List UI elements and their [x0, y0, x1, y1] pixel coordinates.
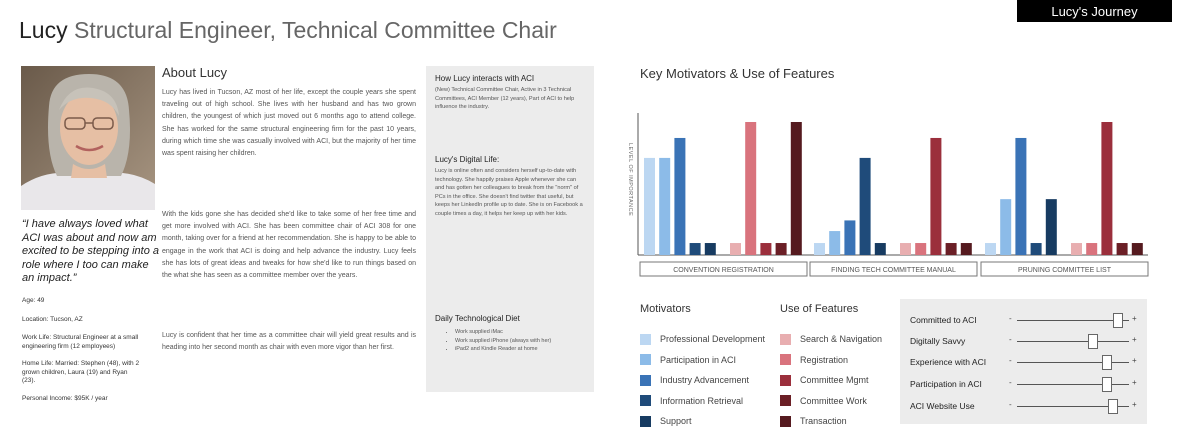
category-label: PRUNING COMMITTEE LIST [1018, 267, 1111, 274]
chart-bar [745, 122, 756, 255]
legend-item [780, 411, 882, 432]
fact-label: Personal Income: [22, 394, 73, 402]
legend-label: Committee Work [800, 395, 867, 406]
fact-value: Married: Stephen (48), with 2 grown children, Laura (19) and Ryan (23). [22, 360, 140, 384]
legend-swatch [640, 354, 651, 365]
chart-bar [1015, 138, 1026, 255]
diet-item: • Work supplied iMac [455, 329, 585, 337]
fact-home-life [22, 360, 142, 386]
fact-label: Work Life: [22, 334, 52, 341]
chart-bar [644, 158, 655, 255]
legend-swatch [640, 416, 651, 427]
chart-bar [1086, 243, 1097, 255]
journey-button[interactable]: Lucy's Journey [1017, 0, 1172, 22]
fact-label: Age: [22, 297, 36, 304]
legend-label: Transaction [800, 416, 847, 427]
slider-row [910, 399, 1142, 413]
diet-item: • Work supplied iPhone (always with her) [455, 338, 585, 346]
digital-heading: Lucy's Digital Life: [435, 155, 500, 164]
diet-item: • iPad2 and Kindle Reader at home [455, 346, 585, 354]
aci-info-panel [426, 66, 594, 392]
tech-diet-section [435, 314, 585, 355]
slider-label: Committed to ACI [910, 315, 977, 325]
fact-label: Location: [22, 315, 49, 323]
slider-label: Digitally Savvy [910, 336, 966, 346]
chart-bar [875, 243, 886, 255]
slider-track[interactable] [1017, 362, 1129, 363]
digital-text: Lucy is online often and considers herself up-to-date with technology. She happily praises Apple whenever she can and has gotten her colleagues to break from the "norm" of PCs in the office. She doesn't find twitter that useful, but keeps her LinkedIn profile up to date. She is on Facebook a couple times a day, it helps her keep up with her kids. [435, 168, 583, 217]
fact-label: Home Life: [22, 360, 54, 367]
chart-bar [690, 243, 701, 255]
chart-bar [659, 158, 670, 255]
slider-track[interactable] [1017, 384, 1129, 385]
slider-row [910, 377, 1142, 391]
chart-bar [860, 158, 871, 255]
chart-bar [961, 243, 972, 255]
fact-income [22, 395, 142, 404]
diet-heading: Daily Technological Diet [435, 314, 520, 323]
plus-icon: + [1132, 356, 1137, 365]
legend-item [780, 391, 882, 412]
legend-item [640, 329, 765, 350]
slider-label: Experience with ACI [910, 357, 987, 367]
legend-label: Committee Mgmt [800, 375, 869, 386]
fact-value: 49 [37, 297, 45, 304]
features-legend [780, 329, 882, 432]
motivators-legend [640, 329, 765, 432]
legend-swatch [780, 375, 791, 386]
plus-icon: + [1132, 378, 1137, 387]
slider-thumb[interactable] [1102, 377, 1112, 392]
persona-facts [22, 297, 142, 412]
legend-label: Professional Development [660, 334, 766, 345]
diet-list [435, 329, 585, 354]
about-heading: About Lucy [162, 65, 228, 80]
legend-label: Support [660, 416, 692, 427]
portrait-image [21, 66, 155, 210]
legend-label: Registration [800, 354, 849, 365]
chart-bar [915, 243, 926, 255]
legend-swatch [780, 395, 791, 406]
slider-row [910, 334, 1142, 348]
page-title [19, 17, 557, 44]
chart-bar [1101, 122, 1112, 255]
legend-label: Industry Advancement [660, 375, 750, 386]
chart-title: Key Motivators & Use of Features [640, 66, 835, 81]
slider-row [910, 313, 1142, 327]
slider-thumb[interactable] [1113, 313, 1123, 328]
chart-bar [705, 243, 716, 255]
fact-value: Tucson, AZ [50, 315, 83, 323]
digital-life-section [435, 155, 585, 219]
minus-icon: - [1009, 356, 1012, 365]
slider-label: Participation in ACI [910, 379, 982, 389]
persona-role: Structural Engineer, Technical Committee Chair [73, 17, 557, 43]
legend-item [780, 350, 882, 371]
chart-bar [760, 243, 771, 255]
persona-quote: “I have always loved what ACI was about and now am excited to be stepping into a role where I too can make an impact.” [22, 218, 159, 284]
legend-item [640, 370, 765, 391]
persona-photo [21, 66, 155, 210]
minus-icon: - [1009, 335, 1012, 344]
legend-item [640, 350, 765, 371]
chart-bar [985, 243, 996, 255]
minus-icon: - [1009, 378, 1012, 387]
slider-label: ACI Website Use [910, 401, 975, 411]
legend-swatch [780, 334, 791, 345]
legend-swatch [640, 395, 651, 406]
about-paragraph: Lucy has lived in Tucson, AZ most of her life, except the couple years she spent traveling out of high school. She lives with her husband and has two grown children, the youngest of which just moved out 6 months ago to attend college. She has worked for the same structural engineering firm for the past 10 years, during which time she was casually involved with ACI, but the majority of her time was spent raising her children. [162, 89, 416, 158]
slider-thumb[interactable] [1102, 355, 1112, 370]
legend-label: Participation in ACI [660, 354, 737, 365]
fact-age [22, 297, 142, 306]
slider-thumb[interactable] [1108, 399, 1118, 414]
features-heading: Use of Features [780, 303, 859, 315]
legend-label: Information Retrieval [660, 395, 744, 406]
chart-bar [946, 243, 957, 255]
minus-icon: - [1009, 400, 1012, 409]
interacts-heading: How Lucy interacts with ACI [435, 74, 535, 83]
plus-icon: + [1132, 400, 1137, 409]
chart-bar [776, 243, 787, 255]
chart-bar [1117, 243, 1128, 255]
about-paragraph: With the kids gone she has decided she'd like to take some of her free time and get more involved with ACI. She has been committee chair of ACI 308 for one month, taking over for a friend at her recommendation. She is happy to be able to engage in the work that ACI is doing and help advance the industry. Lucy feels she has lots of great ideas and tweaks for how she'd like to run things based on the what she has seen as a committee member over the years. [162, 211, 416, 280]
legend-swatch [780, 416, 791, 427]
chart-bar [1071, 243, 1082, 255]
fact-work-life [22, 334, 142, 351]
legend-swatch [780, 354, 791, 365]
slider-thumb[interactable] [1088, 334, 1098, 349]
chart-bar [829, 231, 840, 255]
legend-item [780, 329, 882, 350]
fact-location [22, 316, 142, 325]
plus-icon: + [1132, 314, 1137, 323]
legend-item [640, 391, 765, 412]
fact-value: $95K / year [74, 394, 108, 402]
chart-bar [674, 138, 685, 255]
chart-bar [930, 138, 941, 255]
category-label: CONVENTION REGISTRATION [673, 267, 774, 274]
chart-bar [900, 243, 911, 255]
legend-swatch [640, 334, 651, 345]
chart-bar [791, 122, 802, 255]
chart-bar [1031, 243, 1042, 255]
minus-icon: - [1009, 314, 1012, 323]
chart-bar [814, 243, 825, 255]
chart-bar [1046, 199, 1057, 255]
interacts-section [435, 74, 585, 112]
chart-bar [1000, 199, 1011, 255]
slider-track[interactable] [1017, 341, 1129, 342]
about-paragraph: Lucy is confident that her time as a committee chair will yield great results and is heading into her second month as chair with even more vigor than her first. [162, 332, 416, 352]
chart-bar [1132, 243, 1143, 255]
legend-label: Search & Navigation [800, 334, 883, 345]
fact-value: Structural Engineer at a small engineering firm (12 employees) [22, 334, 139, 350]
motivators-heading: Motivators [640, 303, 691, 315]
motivators-chart [615, 95, 1155, 285]
attribute-sliders [900, 299, 1147, 424]
chart-bar [844, 220, 855, 255]
plus-icon: + [1132, 335, 1137, 344]
chart-bar [730, 243, 741, 255]
category-label: FINDING TECH COMMITTEE MANUAL [831, 267, 956, 274]
legend-swatch [640, 375, 651, 386]
legend-item [780, 370, 882, 391]
y-axis-label: LEVEL OF IMPORTANCE [627, 143, 633, 217]
legend-item [640, 411, 765, 432]
persona-name: Lucy [19, 17, 68, 43]
interacts-text: (New) Technical Committee Chair, Active in 3 Technical Committees, ACI Member (12 years), Part of ACI to help influence the industry. [435, 87, 575, 111]
slider-row [910, 355, 1142, 369]
